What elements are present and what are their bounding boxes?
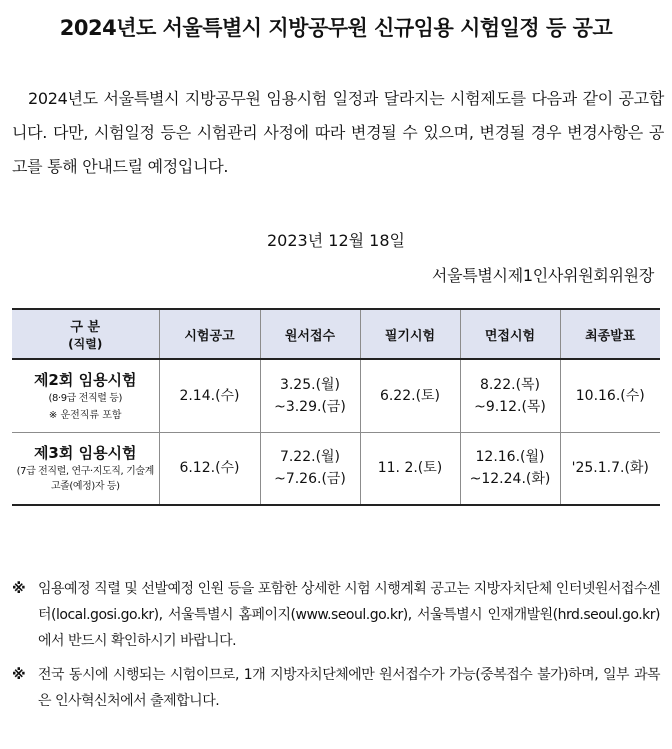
- note-text: 전국 동시에 시행되는 시험이므로, 1개 지방자치단체에만 원서접수가 가능(중복접수 불가)하며, 일부 과목은 인사혁신처에서 출제합니다.: [38, 667, 660, 709]
- table-header-row: [12, 309, 660, 359]
- note-item: [12, 662, 660, 714]
- header-interview: 면접시험: [460, 309, 560, 359]
- interview-end: ~12.24.(화): [469, 471, 551, 488]
- interview-end: ~9.12.(목): [474, 398, 546, 415]
- round-cell: [12, 359, 159, 432]
- header-category-sub: (직렬): [68, 337, 103, 351]
- announce-cell: 2.14.(수): [159, 359, 260, 432]
- header-final: 최종발표: [560, 309, 660, 359]
- round-title: 제2회 임용시험: [33, 370, 137, 389]
- notes-list: [12, 576, 660, 722]
- header-written: 필기시험: [360, 309, 460, 359]
- round-title: 제3회 임용시험: [33, 444, 137, 463]
- interview-start: 12.16.(월): [475, 449, 545, 466]
- note-mark: ※: [12, 667, 26, 683]
- page-title: 2024년도 서울특별시 지방공무원 신규임용 시험일정 등 공고: [59, 16, 613, 40]
- apply-cell: [260, 432, 360, 505]
- written-cell: 6.22.(토): [360, 359, 460, 432]
- table-row: [12, 432, 660, 505]
- announcement-date: 2023년 12월 18일: [267, 231, 405, 250]
- round-note: ※ 운전직류 포함: [48, 409, 122, 421]
- final-cell: 10.16.(수): [560, 359, 660, 432]
- exam-schedule-table: [12, 308, 660, 506]
- interview-cell: [460, 432, 560, 505]
- header-apply: 원서접수: [260, 309, 360, 359]
- written-cell: 11. 2.(토): [360, 432, 460, 505]
- round-subtitle: (7급 전직렬, 연구·지도직, 기술계 고졸(예정)자 등): [16, 466, 154, 493]
- header-announce: 시험공고: [159, 309, 260, 359]
- header-category-label: 구 분: [70, 320, 101, 335]
- announce-cell: 6.12.(수): [159, 432, 260, 505]
- note-item: [12, 576, 660, 654]
- apply-end: ~3.29.(금): [274, 398, 346, 415]
- header-category: [12, 309, 159, 359]
- interview-start: 8.22.(목): [479, 376, 541, 393]
- apply-start: 3.25.(월): [279, 376, 341, 393]
- apply-start: 7.22.(월): [279, 449, 341, 466]
- intro-paragraph: 2024년도 서울특별시 지방공무원 임용시험 일정과 달라지는 시험제도를 다음과 같이 공고합니다. 다만, 시험일정 등은 시험관리 사정에 따라 변경될 수 있으며, 변경될 경우 변경사항은 공고를 통해 안내드릴 예정입니다.: [12, 89, 664, 176]
- apply-cell: [260, 359, 360, 432]
- table-row: [12, 359, 660, 432]
- apply-end: ~7.26.(금): [274, 471, 346, 488]
- interview-cell: [460, 359, 560, 432]
- final-cell: '25.1.7.(화): [560, 432, 660, 505]
- round-cell: [12, 432, 159, 505]
- note-mark: ※: [12, 581, 26, 597]
- round-subtitle: (8·9급 전직렬 등): [48, 392, 123, 404]
- issuer-name: 서울특별시제1인사위원회위원장: [431, 266, 654, 285]
- note-text: 임용예정 직렬 및 선발예정 인원 등을 포함한 상세한 시험 시행계획 공고는 지방자치단체 인터넷원서접수센터(local.gosi.go.kr), 서울특별시 홈페이지(www.seoul.go.kr), 서울특별시 인재개발원(hrd.seoul.go.kr)에서 반드시 확인하시기 바랍니다.: [38, 581, 660, 649]
